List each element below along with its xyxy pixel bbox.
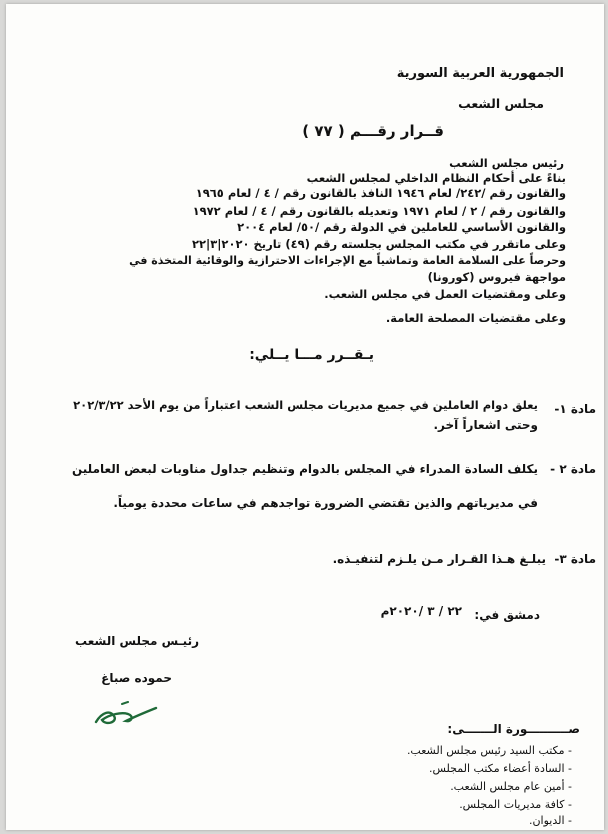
- article-text-line: يبلـغ هـذا القـرار مـن يلـزم لتنفيـذه.: [332, 552, 546, 566]
- republic-heading: الجمهورية العربية السورية: [396, 66, 564, 81]
- preamble-line: وحرصاً على السلامة العامة وتماشياً مع الإجراءات الاحترازية والوقائية المتخذة في: [129, 254, 566, 267]
- copy-recipient: - أمين عام مجلس الشعب.: [450, 780, 572, 793]
- signatory-title: رئيـس مجلس الشعب: [75, 634, 199, 648]
- preamble-line: والقانون رقم / ٢ / لعام ١٩٧١ وتعديله بالقانون رقم / ٤ / لعام ١٩٧٢: [192, 204, 566, 218]
- preamble-line: وعلى ومقتضيات العمل في مجلس الشعب.: [324, 287, 566, 301]
- decision-title: قــرار رقـــم ( ٧٧ ): [302, 122, 444, 140]
- article-label: مادة ٣-: [554, 552, 596, 566]
- copy-recipient: - كافة مديريات المجلس.: [459, 798, 572, 811]
- date-label: دمشق في:: [474, 608, 540, 622]
- article-text-line: يعلق دوام العاملين في جميع مديريات مجلس الشعب اعتباراً من يوم الأحد ٢٠٢/٣/٢٢: [73, 398, 538, 412]
- council-heading: مجلس الشعب: [458, 96, 544, 111]
- speaker-line: رئيس مجلس الشعب: [449, 156, 564, 170]
- date-value: ٢٢ / ٣ /٢٠٢٠م: [380, 604, 462, 618]
- document-page: [6, 4, 604, 830]
- preamble-line: وعلى مقتضيات المصلحة العامة.: [385, 311, 566, 325]
- copy-recipient: - السادة أعضاء مكتب المجلس.: [429, 762, 572, 775]
- article-label: مادة ٢ -: [550, 462, 596, 476]
- preamble-line: والقانون رقم /٢٤٢/ لعام ١٩٤٦ النافذ بالقانون رقم / ٤ / لعام ١٩٦٥: [195, 186, 566, 200]
- signatory-name: حموده صباغ: [101, 671, 172, 685]
- preamble-line: بناءً على أحكام النظام الداخلي لمجلس الشعب: [306, 171, 566, 185]
- copy-recipient: - الديوان.: [528, 814, 572, 827]
- article-text-line: وحتى اشعاراً آخر.: [433, 418, 538, 432]
- preamble-line: والقانون الأساسي للعاملين في الدولة رقم /٥٠/ لعام ٢٠٠٤: [237, 220, 566, 234]
- preamble-line: مواجهة فيروس (كورونا): [427, 270, 566, 284]
- copy-recipient: - مكتب السيد رئيس مجلس الشعب.: [406, 744, 572, 757]
- article-text-line: في مديرياتهم والذين تقتضي الضرورة تواجدهم في ساعات محددة يومياً.: [113, 496, 538, 510]
- handwritten-signature: [92, 694, 162, 730]
- article-text-line: يكلف السادة المدراء في المجلس بالدوام وتنظيم جداول مناوبات لبعض العاملين: [71, 462, 538, 476]
- copies-heading: صــــــــــورة الـــــــى:: [447, 722, 580, 736]
- article-label: مادة ١-: [554, 402, 596, 416]
- decides-heading: يـقــرر مـــا يــلي:: [249, 347, 374, 363]
- preamble-line: وعلى ماتقرر في مكتب المجلس بجلسته رقم (٤٩) تاريخ ٢٠٢٠|٣|٢٢: [191, 237, 566, 251]
